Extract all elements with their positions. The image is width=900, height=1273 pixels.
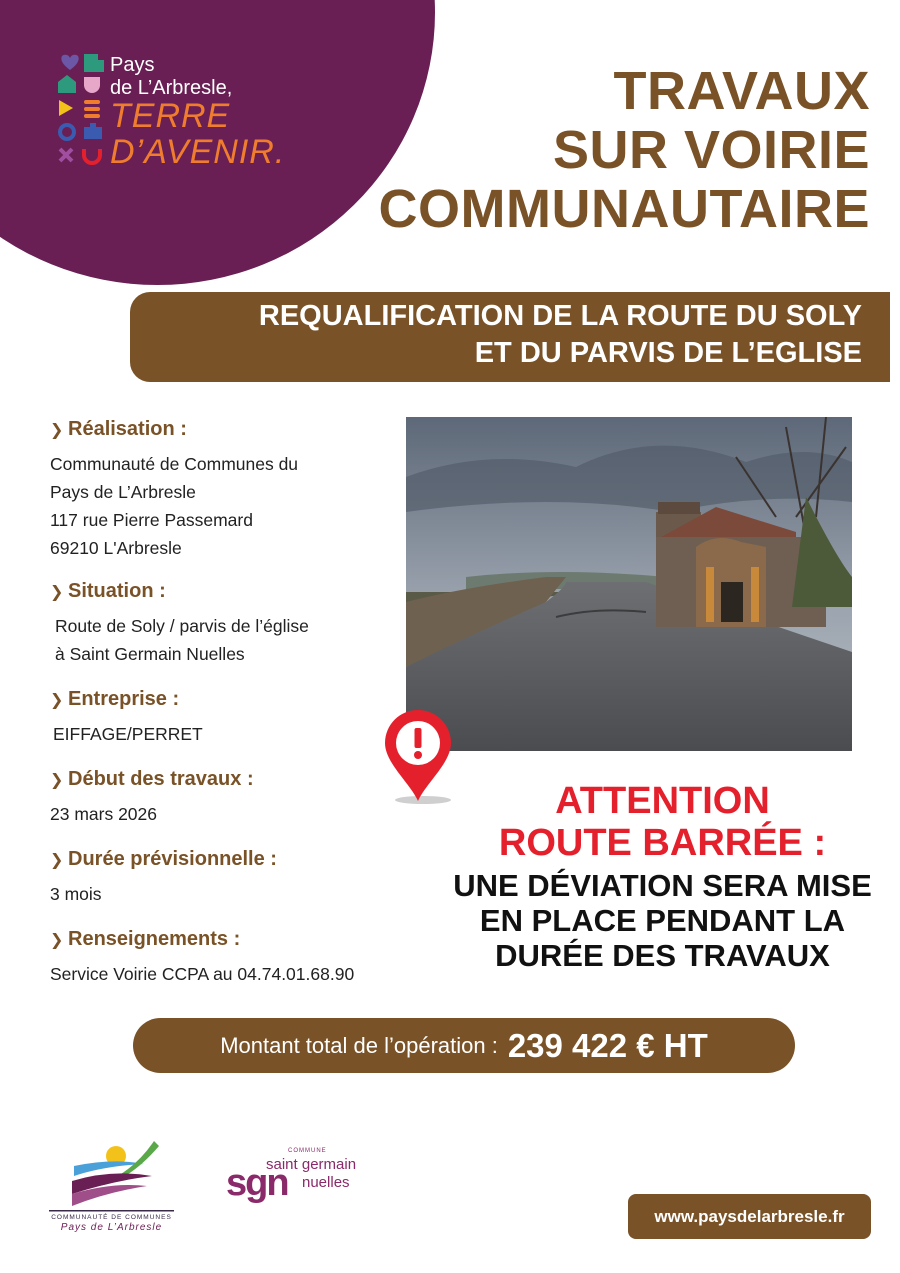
info-line: 23 mars 2026 <box>50 804 158 824</box>
info-label: Début des travaux : <box>68 768 254 790</box>
info-line: Pays de L’Arbresle <box>50 482 196 502</box>
info-renseignements <box>50 926 410 988</box>
brand-line-2: de L’Arbresle, <box>110 77 233 99</box>
info-line: 117 rue Pierre Passemard <box>50 510 253 530</box>
page-title <box>379 62 870 239</box>
info-duree <box>50 846 410 908</box>
alert-black-line-2: EN PLACE PENDANT LA <box>479 903 846 938</box>
ccpa-logo-line-2: Pays de L’Arbresle <box>60 1222 163 1233</box>
info-label: Situation : <box>68 580 166 602</box>
ccpa-logo-line-1: COMMUNAUTÉ DE COMMUNES <box>51 1214 172 1221</box>
info-text <box>50 612 410 668</box>
subtitle-band <box>130 292 890 382</box>
info-text <box>50 960 410 988</box>
info-label: Renseignements : <box>68 928 241 950</box>
logo-icons-grid <box>56 52 106 177</box>
site-photo <box>406 417 852 751</box>
sgn-logo <box>226 1148 366 1218</box>
title-line-1: TRAVAUX <box>613 61 870 121</box>
chevron-right-icon: ❯ <box>50 422 64 439</box>
ccpa-logo-mark <box>44 1136 179 1214</box>
tagline-line-2: D’AVENIR. <box>110 133 286 171</box>
chevron-right-icon: ❯ <box>50 772 64 789</box>
amount-label: Montant total de l’opération : <box>220 1032 498 1058</box>
brand-tagline <box>110 98 285 170</box>
alert-black-line-1: UNE DÉVIATION SERA MISE <box>453 868 872 903</box>
road-closed-alert <box>430 780 895 973</box>
info-label: Durée prévisionnelle : <box>68 848 277 870</box>
tagline-line-1: TERRE <box>110 97 231 135</box>
info-label: Réalisation : <box>68 418 187 440</box>
info-list <box>50 416 410 988</box>
alert-detail <box>430 868 895 973</box>
website-url[interactable]: www.paysdelarbresle.fr <box>654 1206 845 1226</box>
alert-black-line-3: DURÉE DES TRAVAUX <box>495 938 830 973</box>
subtitle-line-2: ET DU PARVIS DE L’EGLISE <box>474 337 862 369</box>
info-situation <box>50 578 410 668</box>
pays-arbresle-logo <box>56 52 296 182</box>
info-line: 3 mois <box>50 884 102 904</box>
info-line: Route de Soly / parvis de l’église <box>55 616 309 636</box>
subtitle-line-1: REQUALIFICATION DE LA ROUTE DU SOLY <box>258 300 862 332</box>
chevron-right-icon: ❯ <box>50 692 64 709</box>
sgn-logo-mark: sgn <box>226 1162 288 1204</box>
info-text <box>50 880 410 908</box>
chevron-right-icon: ❯ <box>50 852 64 869</box>
amount-value: 239 422 € HT <box>507 1026 708 1064</box>
total-amount-banner <box>133 1018 795 1073</box>
sgn-name-line-1: saint germain <box>266 1156 357 1173</box>
brand-name <box>110 54 232 100</box>
chevron-right-icon: ❯ <box>50 932 64 949</box>
info-line: EIFFAGE/PERRET <box>53 724 203 744</box>
sgn-name-line-2: nuelles <box>302 1174 350 1191</box>
alert-red-line-1: ATTENTION <box>555 780 770 822</box>
website-link[interactable] <box>628 1194 871 1239</box>
info-label: Entreprise : <box>68 688 180 710</box>
info-line: Service Voirie CCPA au 04.74.01.68.90 <box>50 964 355 984</box>
info-text <box>50 800 410 828</box>
title-line-3: COMMUNAUTAIRE <box>378 179 870 239</box>
ccpa-logo <box>44 1136 179 1231</box>
brand-line-1: Pays <box>110 54 155 76</box>
info-debut <box>50 766 410 828</box>
info-realisation <box>50 416 410 562</box>
info-text <box>50 720 410 748</box>
alert-red-line-2: ROUTE BARRÉE : <box>498 822 827 864</box>
title-line-2: SUR VOIRIE <box>552 120 870 180</box>
info-line: à Saint Germain Nuelles <box>55 644 245 664</box>
subtitle <box>259 298 862 372</box>
info-line: 69210 L'Arbresle <box>50 538 182 558</box>
chevron-right-icon: ❯ <box>50 584 64 601</box>
info-text <box>50 450 410 562</box>
info-entreprise <box>50 686 410 748</box>
info-line: Communauté de Communes du <box>50 454 299 474</box>
sgn-commune-label: COMMUNE <box>288 1148 327 1154</box>
